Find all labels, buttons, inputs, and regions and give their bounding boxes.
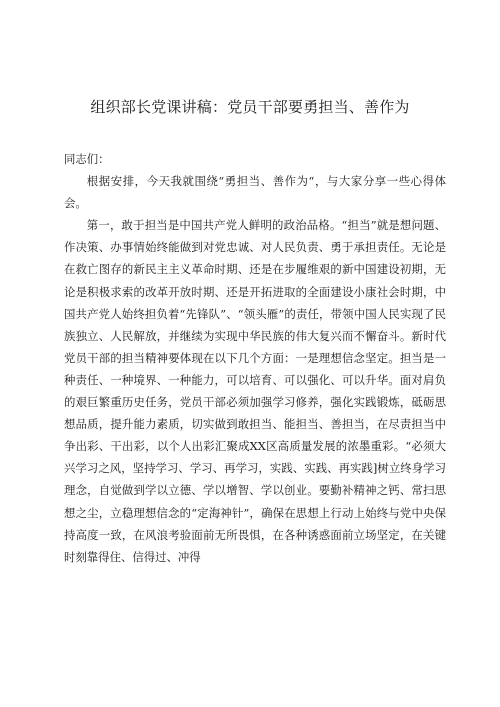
salutation: 同志们： [64,152,110,166]
document-body [64,148,446,568]
paragraph-intro: 根据安排，今天我就围绕“勇担当、善作为“，与大家分享一些心得体会。 [64,174,446,211]
paragraph-first-point: 第一，敢于担当是中国共产党人鲜明的政治品格。“担当”就是想问题、作决策、办事情始终能做到对党忠诚、对人民负责、勇于承担责任。无论是在救亡图存的新民主主义革命时期、还是在步履维艰的新中国建设初期，无论是积极求索的改革开放时期、还是开拓进取的全面建设小康社会时期，中国共产党人始终担负着“先锋队”、“领头雁”的责任，带领中国人民实现了民族独立、人民解放，并继续为实现中华民族的伟大复兴而不懈奋斗。新时代党员干部的担当精神要体现在以下几个方面：一是理想信念坚定。担当是一种责任、一种境界、一种能力，可以培育、可以强化、可以升华。面对肩负的艰巨繁重历史任务，党员干部必须加强学习修养，强化实践锻炼，砥砺思想品质，提升能力素质，切实做到敢担当、能担当、善担当，在尽责担当中争出彩、干出彩，以个人出彩汇聚成XX区高质量发展的浓墨重彩。“必须大兴学习之风，坚持学习、学习、再学习，实践、实践、再实践]树立终身学习理念，自觉做到学以立德、学以增智、学以创业。要勤补精神之钙、常扫思想之尘，立稳理想信念的“定海神针”，确保在思想上行动上始终与党中央保持高度一致，在风浪考验面前无所畏惧，在各种诱惑面前立场坚定，在关键时刻靠得住、信得过、冲得 [64,218,446,564]
document-title: 组织部长党课讲稿：党员干部要勇担当、善作为 [90,98,410,116]
